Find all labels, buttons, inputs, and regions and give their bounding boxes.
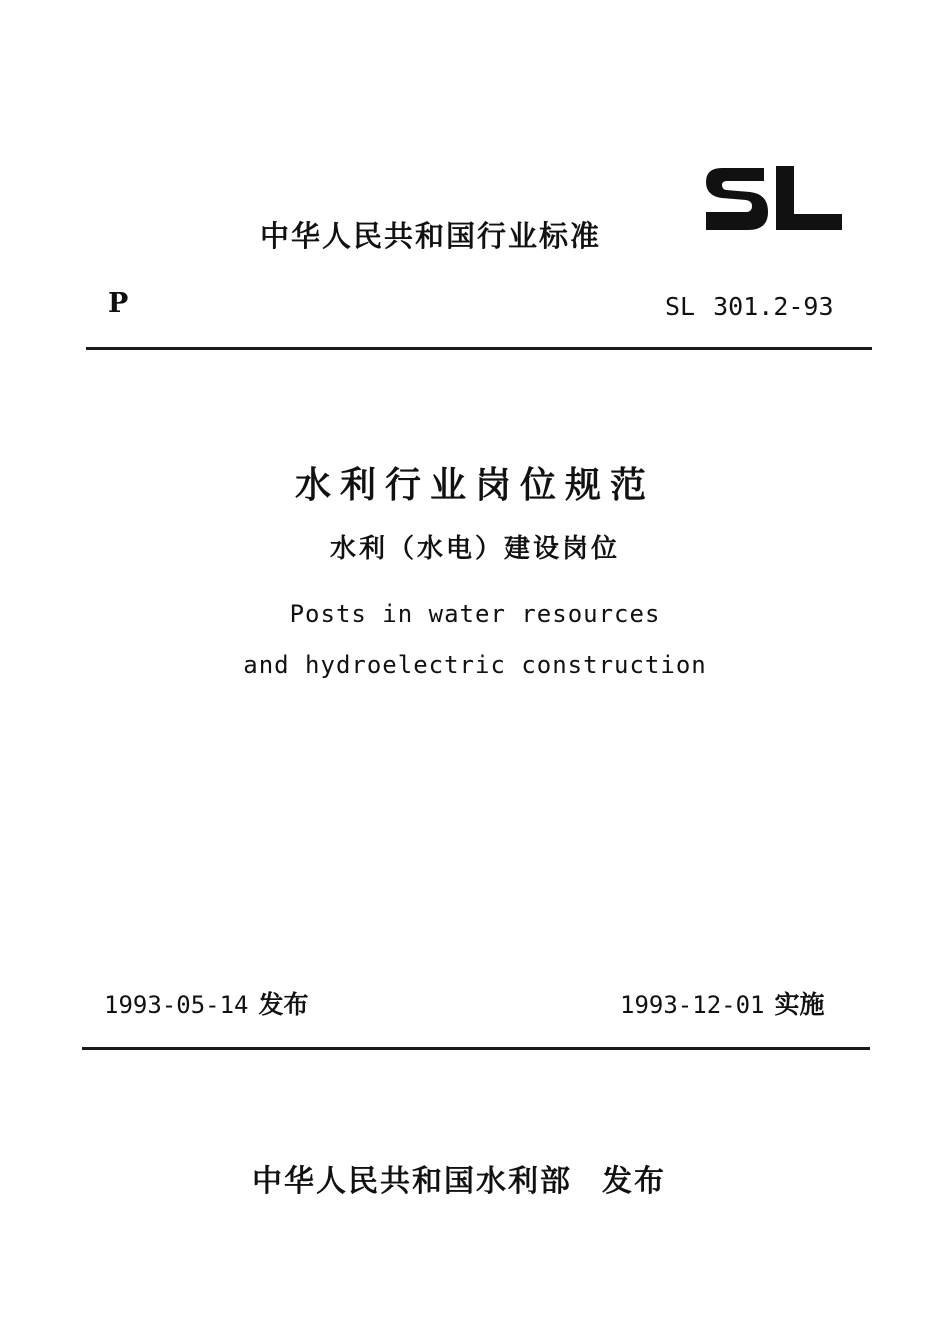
sl-logo — [702, 160, 846, 238]
category-code: P — [108, 288, 129, 319]
top-divider — [86, 347, 872, 350]
standard-prefix: SL — [665, 292, 696, 321]
release-date: 1993-05-14 — [104, 991, 249, 1019]
title-zh-main: 水利行业岗位规范 — [294, 465, 655, 506]
footer-issuer: 中华人民共和国水利部 — [252, 1164, 572, 1199]
release-label: 发布 — [258, 990, 309, 1019]
standard-number-value: 301.2-93 — [713, 292, 834, 321]
implement-label: 实施 — [774, 990, 825, 1019]
issuer-type: 中华人民共和国行业标准 — [260, 219, 602, 253]
footer-issuer-line — [252, 1164, 666, 1199]
title-en-line1: Posts in water resources — [289, 600, 661, 628]
implement-date: 1993-12-01 — [620, 991, 765, 1019]
title-en-line2: and hydroelectric construction — [243, 651, 707, 679]
release-date-line — [104, 992, 309, 1017]
implement-date-line — [620, 992, 825, 1017]
footer-issue-label: 发布 — [602, 1164, 666, 1199]
title-zh-sub: 水利（水电）建设岗位 — [329, 534, 620, 564]
standard-number — [665, 294, 834, 319]
bottom-divider — [82, 1047, 870, 1050]
